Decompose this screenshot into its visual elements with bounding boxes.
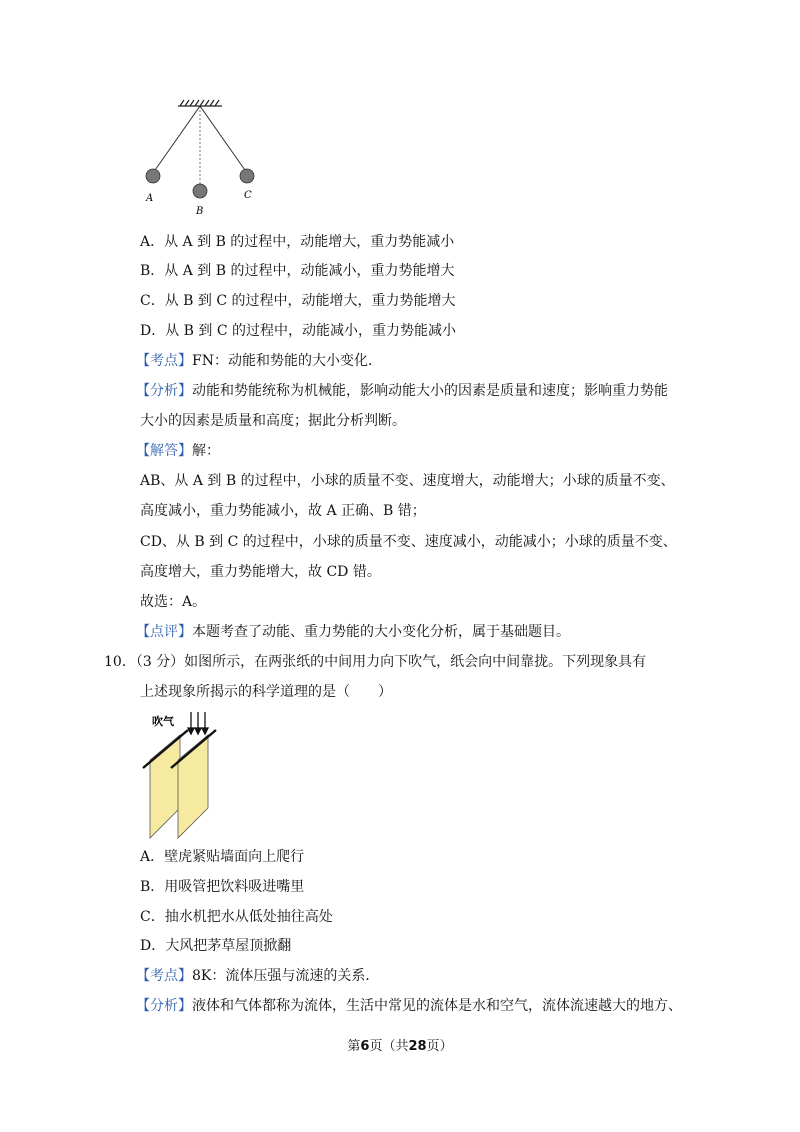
jieda-tag: 【解答】 bbox=[136, 443, 192, 459]
kaodian-tag: 【考点】 bbox=[136, 353, 192, 369]
q10-number: 10． bbox=[104, 654, 136, 670]
q10-stem-line1: （3 分）如图所示，在两张纸的中间用力向下吹气，纸会向中间靠拢。下列现象具有 bbox=[135, 654, 647, 670]
q9-fenxi-line2: 大小的因素是质量和高度；据此分析判断。 bbox=[140, 413, 406, 429]
q9-option-d: D．从 B 到 C 的过程中，动能减小，重力势能减小 bbox=[140, 323, 457, 339]
kaodian-tag: 【考点】 bbox=[136, 968, 192, 984]
string-c bbox=[200, 106, 247, 173]
dianping-tag: 【点评】 bbox=[136, 624, 192, 640]
q9-solution-1: AB、从 A 到 B 的过程中，小球的质量不变、速度增大，动能增大；小球的质量不变、 bbox=[140, 473, 675, 489]
kaodian-text: 8K：流体压强与流速的关系． bbox=[192, 968, 380, 984]
footer-suffix: 页） bbox=[426, 1039, 453, 1054]
footer-middle: 页（共 bbox=[369, 1039, 409, 1054]
q10-kaodian bbox=[136, 967, 379, 985]
q9-option-c: C．从 B 到 C 的过程中，动能增大，重力势能增大 bbox=[140, 293, 456, 309]
fenxi-text: 液体和气体都称为流体，生活中常见的流体是水和空气，流体流速越大的地方、 bbox=[192, 998, 682, 1014]
footer-prefix: 第 bbox=[347, 1039, 361, 1054]
q9-solution-2: 高度减小，重力势能减小，故 A 正确、B 错； bbox=[140, 503, 426, 519]
fenxi-tag: 【分析】 bbox=[136, 383, 192, 399]
q10-option-d: D．大风把茅草屋顶掀翻 bbox=[140, 938, 292, 954]
q10-option-b: B．用吸管把饮料吸进嘴里 bbox=[140, 879, 305, 895]
q10-fenxi bbox=[136, 997, 682, 1015]
string-a bbox=[153, 106, 200, 173]
ceiling-hatch bbox=[178, 100, 222, 106]
q9-solution-5: 故选：A。 bbox=[140, 594, 207, 610]
pendulum-figure bbox=[140, 96, 270, 221]
blow-label: 吹气 bbox=[152, 715, 174, 728]
label-b: B bbox=[196, 206, 204, 217]
page-footer bbox=[0, 1035, 800, 1054]
arrows-down-icon bbox=[188, 712, 208, 734]
blow-paper-figure bbox=[140, 710, 230, 845]
q10-option-c: C．抽水机把水从低处抽往高处 bbox=[140, 909, 333, 925]
label-a: A bbox=[146, 193, 154, 204]
fenxi-tag: 【分析】 bbox=[136, 998, 192, 1014]
ball-b bbox=[193, 184, 207, 198]
q9-option-b: B．从 A 到 B 的过程中，动能减小，重力势能增大 bbox=[140, 263, 455, 279]
label-c: C bbox=[244, 190, 252, 201]
q9-kaodian bbox=[136, 352, 382, 370]
q9-dianping bbox=[136, 623, 570, 641]
ball-a bbox=[146, 169, 160, 183]
q9-solution-4: 高度增大，重力势能增大，故 CD 错。 bbox=[140, 564, 381, 580]
q9-solution-3: CD、从 B 到 C 的过程中，小球的质量不变、速度减小，动能减小；小球的质量不变、 bbox=[140, 534, 677, 550]
dianping-text: 本题考查了动能、重力势能的大小变化分析，属于基础题目。 bbox=[192, 624, 570, 640]
fenxi-line1: 动能和势能统称为机械能，影响动能大小的因素是质量和速度；影响重力势能 bbox=[192, 383, 668, 399]
q10-option-a: A．壁虎紧贴墙面向上爬行 bbox=[140, 849, 305, 865]
footer-page: 6 bbox=[360, 1039, 370, 1054]
jieda-text: 解： bbox=[192, 443, 220, 459]
kaodian-text: FN：动能和势能的大小变化． bbox=[192, 353, 382, 369]
q9-option-a: A．从 A 到 B 的过程中，动能增大，重力势能减小 bbox=[140, 234, 455, 250]
q9-fenxi bbox=[136, 382, 668, 400]
footer-total: 28 bbox=[408, 1039, 427, 1054]
q10-stem bbox=[104, 653, 646, 671]
q9-jieda bbox=[136, 442, 220, 460]
ball-c bbox=[240, 169, 254, 183]
q10-stem-line2: 上述现象所揭示的科学道理的是（ ） bbox=[140, 684, 392, 700]
